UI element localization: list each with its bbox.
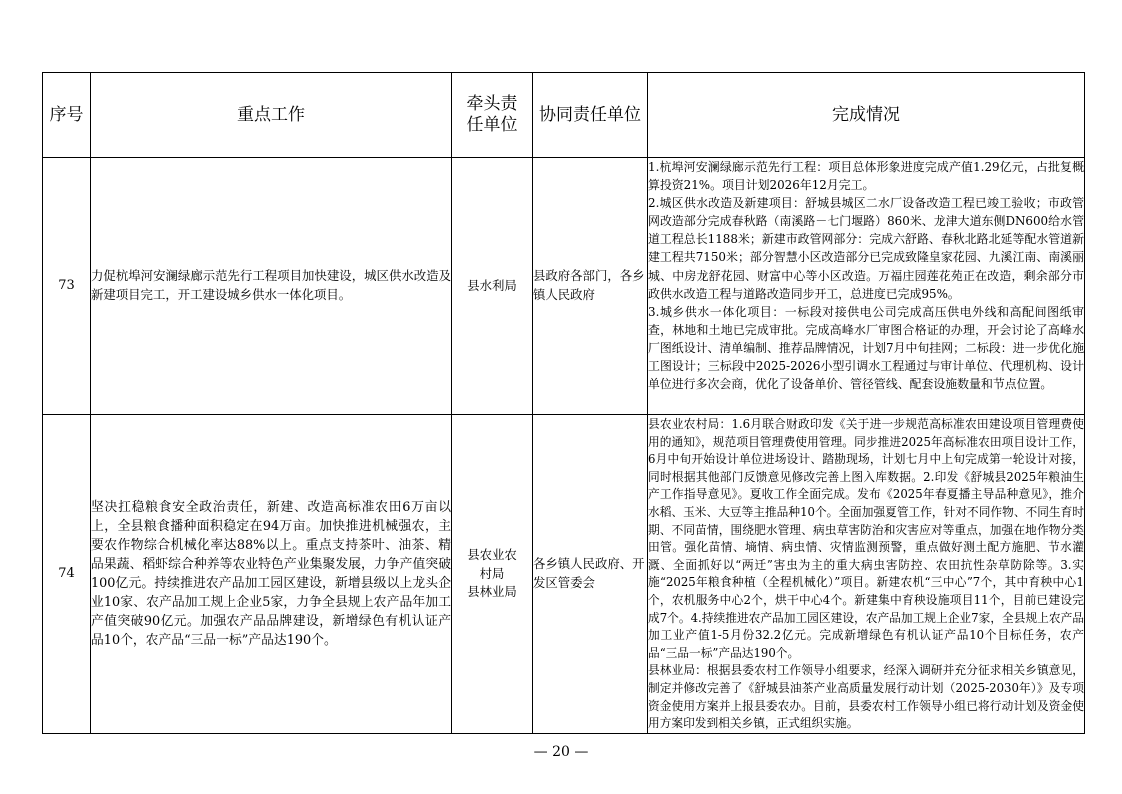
status-item: 1.杭埠河安澜绿廊示范先行工程：项目总体形象进度完成产值1.29亿元，占批复概算投资21%。项目计划2026年12月完工。	[648, 160, 1084, 193]
header-lead-label: 牵头责任单位	[466, 94, 518, 135]
status-item: 3.城乡供水一体化项目：一标段对接供电公司完成高压供电外线和高配间图纸审查，林地和土地已完成审批。完成高峰水厂审图合格证的办理，开会讨论了高峰水厂图纸设计、清单编制、推荐品牌情况，计划7月中旬挂网；二标段：进一步优化施工图设计；三标段中2025-2026小型引调水工程通过与审计单位、代理机构、设计单位进行多次会商，优化了设备单价、管径管线、配套设施数量和节点位置。	[648, 304, 1084, 392]
row-lead: 县水利局	[452, 158, 533, 415]
work-table	[42, 72, 1085, 734]
row-coop: 县政府各部门，各乡镇人民政府	[533, 158, 648, 415]
row-status	[648, 158, 1085, 415]
table-header-row	[43, 73, 1085, 158]
lead-unit: 县林业局	[467, 584, 517, 600]
table-row	[43, 158, 1085, 415]
row-seq: 73	[43, 158, 91, 415]
header-seq: 序号	[43, 73, 91, 158]
status-item: 2.城区供水改造及新建项目：舒城县城区二水厂设备改造工程已竣工验收；市政管网改造部分完成春秋路（南溪路－七门堰路）860米、龙津大道东侧DN600给水管道工程总长1188米；新建市政管网部分：完成六舒路、春秋北路北延等配水管道新建工程共7150米；部分智慧小区改造部分已完成致隆皇家花园、九溪江南、南溪丽城、中房龙舒花园、财富中心等小区改造。万福庄园莲花苑正在改造，剩余部分市政供水改造工程与道路改造同步开工，总进度已完成95%。	[648, 196, 1084, 301]
row-work: 力促杭埠河安澜绿廊示范先行工程项目加快建设，城区供水改造及新建项目完工，开工建设城乡供水一体化项目。	[91, 158, 452, 415]
page-number: — 20 —	[533, 744, 589, 760]
row-coop: 各乡镇人民政府、开发区管委会	[533, 415, 648, 734]
table-row	[43, 415, 1085, 734]
row-lead	[452, 415, 533, 734]
lead-unit: 县农业农村局	[467, 546, 517, 581]
status-item: 县林业局：根据县委农村工作领导小组要求，经深入调研并充分征求相关乡镇意见，制定并修改完善了《舒城县油茶产业高质量发展行动计划（2025-2030年）》及专项资金使用方案并上报县委农办。目前，县委农村工作领导小组已将行动计划及资金使用方案印发到相关乡镇，正式组织实施。	[648, 663, 1084, 731]
row-status	[648, 415, 1085, 734]
header-work: 重点工作	[91, 73, 452, 158]
header-lead	[452, 73, 533, 158]
row-work: 坚决扛稳粮食安全政治责任，新建、改造高标准农田6万亩以上，全县粮食播种面积稳定在94万亩。加快推进机械强农，主要农作物综合机械化率达88%以上。重点支持茶叶、油茶、精品果蔬、稻虾综合种养等农业特色产业集聚发展，力争产值突破100亿元。持续推进农产品加工园区建设，新增县级以上龙头企业10家、农产品加工规上企业5家，力争全县规上农产品年加工产值突破90亿元。加强农产品品牌建设，新增绿色有机认证产品10个，农产品“三品一标”产品达190个。	[91, 415, 452, 734]
status-item: 县农业农村局：1.6月联合财政印发《关于进一步规范高标准农田建设项目管理费使用的通知》，规范项目管理费使用管理。同步推进2025年高标准农田项目设计工作，6月中旬开始设计单位进场设计、踏勘现场，计划七月中上旬完成第一轮设计对接，同时根据其他部门反馈意见修改完善上图入库数据。2.印发《舒城县2025年粮油生产工作指导意见》。夏收工作全面完成。发布《2025年春夏播主导品种意见》，推介水稻、玉米、大豆等主推品种10个。全面加强夏管工作，针对不同作物、不同生育时期、不同苗情，围绕肥水管理、病虫草害防治和灾害应对等重点，加强在地作物分类田管。强化苗情、墒情、病虫情、灾情监测预警，重点做好测土配方施肥、节水灌溉、全面抓好以“两迁”害虫为主的重大病虫害防控、农田抗性杂草防除等。3.实施“2025年粮食种植（全程机械化）”项目。新建农机“三中心”7个，其中育秧中心1个，农机服务中心2个，烘干中心4个。新建集中育秧设施项目11个，目前已建设完成7个。4.持续推进农产品加工园区建设，农产品加工规上企业7家，全县规上农产品加工业产值1-5月份32.2亿元。完成新增绿色有机认证产品10个目标任务，农产品“三品一标”产品达190个。	[648, 417, 1084, 660]
header-coop: 协同责任单位	[533, 73, 648, 158]
row-seq: 74	[43, 415, 91, 734]
header-status: 完成情况	[648, 73, 1085, 158]
